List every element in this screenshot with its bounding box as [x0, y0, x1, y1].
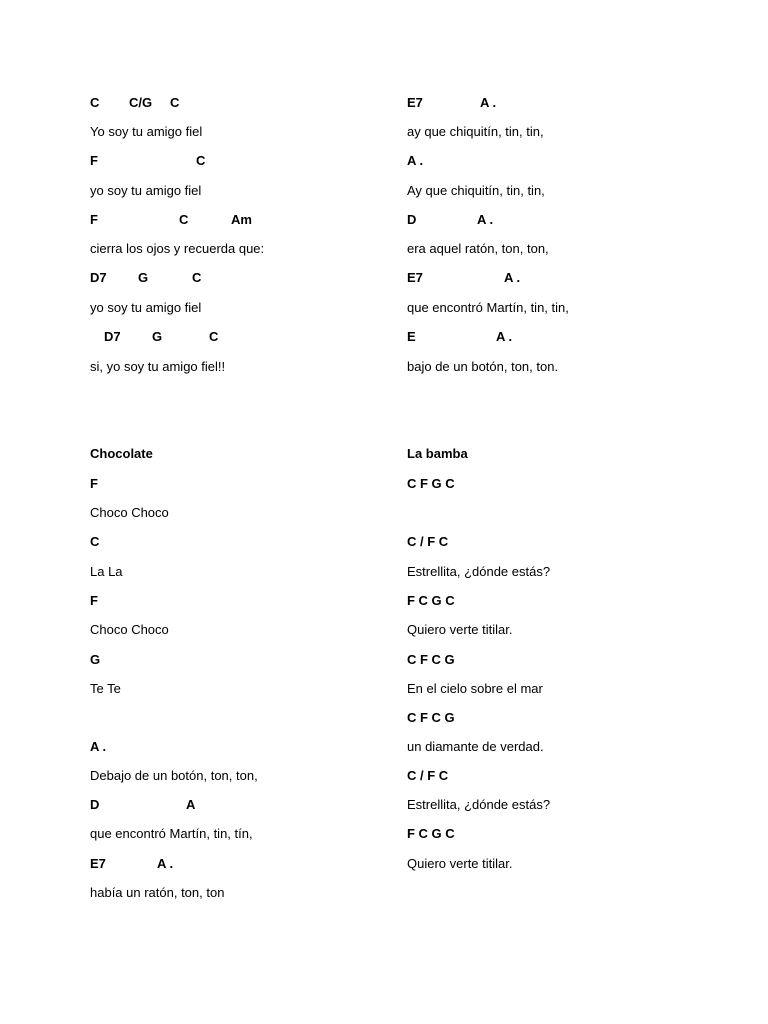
lyric-line: Yo soy tu amigo fiel	[90, 124, 203, 139]
chord: C F C G	[407, 710, 455, 725]
chord: C	[90, 534, 100, 549]
lyric-line: Choco Choco	[90, 505, 169, 520]
lyric-line: si, yo soy tu amigo fiel!!	[90, 359, 226, 374]
lyric-line: Estrellita, ¿dónde estás?	[407, 564, 551, 579]
chord: C/G	[129, 95, 153, 110]
lyric-line: era aquel ratón, ton, ton,	[407, 241, 549, 256]
chord: F	[90, 476, 98, 491]
lyric-line: yo soy tu amigo fiel	[90, 183, 202, 198]
lyric-line: ay que chiquitín, tin, tin,	[407, 124, 544, 139]
chord: A .	[407, 153, 424, 168]
lyric-line: En el cielo sobre el mar	[407, 681, 543, 696]
chord: A .	[504, 270, 521, 285]
chord: D7	[104, 329, 121, 344]
chord: C	[90, 95, 100, 110]
lyric-line: Estrellita, ¿dónde estás?	[407, 797, 551, 812]
chord: E7	[407, 95, 423, 110]
chord: C	[179, 212, 189, 227]
chord: E7	[407, 270, 423, 285]
chord: C	[209, 329, 219, 344]
chord: G	[90, 652, 101, 667]
chord: Am	[231, 212, 252, 227]
lyric-line: cierra los ojos y recuerda que:	[90, 241, 265, 256]
chord: C	[196, 153, 206, 168]
chord: G	[138, 270, 149, 285]
lyric-line: yo soy tu amigo fiel	[90, 300, 202, 315]
song-title: La bamba	[407, 446, 468, 461]
chord: F	[90, 212, 98, 227]
chord: F	[90, 153, 98, 168]
chord: C	[192, 270, 202, 285]
lyric-line: había un ratón, ton, ton	[90, 885, 225, 900]
chord: C	[170, 95, 180, 110]
chord: D7	[90, 270, 107, 285]
chord: A .	[496, 329, 513, 344]
lyric-line: que encontró Martín, tin, tín,	[90, 826, 253, 841]
chord: C F C G	[407, 652, 455, 667]
lyric-line: que encontró Martín, tin, tin,	[407, 300, 569, 315]
lyric-line: un diamante de verdad.	[407, 739, 544, 754]
chord: E	[407, 329, 416, 344]
chord: C / F C	[407, 768, 449, 783]
chord: F C G C	[407, 593, 455, 608]
chord: F	[90, 593, 98, 608]
lyric-line: Te Te	[90, 681, 121, 696]
chord: D	[407, 212, 417, 227]
lyric-line: Ay que chiquitín, tin, tin,	[407, 183, 545, 198]
chord: C / F C	[407, 534, 449, 549]
lyric-line: Debajo de un botón, ton, ton,	[90, 768, 258, 783]
lyric-line: Choco Choco	[90, 622, 169, 637]
song-title: Chocolate	[90, 446, 153, 461]
chord: F C G C	[407, 826, 455, 841]
chord: E7	[90, 856, 106, 871]
chord: D	[90, 797, 100, 812]
chord: C F G C	[407, 476, 455, 491]
lyric-line: La La	[90, 564, 123, 579]
chord: G	[152, 329, 163, 344]
lyric-line: bajo de un botón, ton, ton.	[407, 359, 559, 374]
lyric-line: Quiero verte titilar.	[407, 622, 513, 637]
lyric-line: Quiero verte titilar.	[407, 856, 513, 871]
chord: A .	[157, 856, 174, 871]
chord: A	[186, 797, 196, 812]
chord: A .	[480, 95, 497, 110]
chord: A .	[477, 212, 494, 227]
chord: A .	[90, 739, 107, 754]
